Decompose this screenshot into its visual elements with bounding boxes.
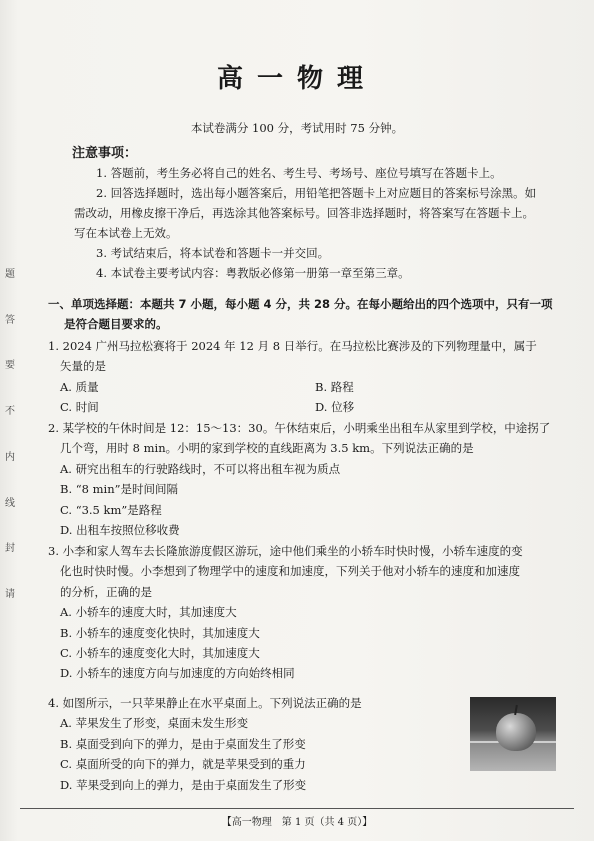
side-char: 答 xyxy=(5,314,15,326)
option-b: B. 路程 xyxy=(315,379,354,394)
question-stem: 几个弯，用时 8 min。小明的家到学校的直线距离为 3.5 km。下列说法正确的是 xyxy=(60,441,474,456)
question-stem: 的分析，正确的是 xyxy=(60,584,152,599)
option-c: C. 小轿车的速度变化大时，其加速度大 xyxy=(60,646,260,661)
notice-heading: 注意事项： xyxy=(72,146,138,161)
question-4 xyxy=(48,693,468,795)
question-stem: 化也时快时慢。小李想到了物理学中的速度和加速度，下列关于他对小轿车的速度和加速度 xyxy=(60,564,520,579)
option-c: C. “3.5 km”是路程 xyxy=(60,502,162,517)
side-char: 请 xyxy=(5,588,15,600)
side-char: 封 xyxy=(5,543,15,555)
question-3 xyxy=(48,541,563,684)
notice-item: 1. 答题前，考生务必将自己的姓名、考生号、考场号、座位号填写在答题卡上。 xyxy=(96,166,502,180)
option-c: C. 桌面所受的向下的弹力，就是苹果受到的重力 xyxy=(60,757,306,772)
option-a: A. 研究出租车的行驶路线时，不可以将出租车视为质点 xyxy=(60,461,341,476)
exam-info: 本试卷满分 100 分，考试用时 75 分钟。 xyxy=(190,121,404,135)
question-stem: 3. 小李和家人驾车去长隆旅游度假区游玩，途中他们乘坐的小轿车时快时慢，小轿车速度的变 xyxy=(48,544,523,558)
option-a: A. 小轿车的速度大时，其加速度大 xyxy=(60,605,237,620)
page-footer: 【高一物理 第 1 页（共 4 页）】 xyxy=(221,817,373,828)
notice-item: 2. 回答选择题时，选出每小题答案后，用铅笔把答题卡上对应题目的答案标号涂黑。如需改动，用橡皮擦干净后，再选涂其他答案标号。回答非选择题时，将答案写在答题卡上。写在本试卷上无效。 xyxy=(74,186,537,240)
question-stem: 4. 如图所示，一只苹果静止在水平桌面上。下列说法正确的是 xyxy=(48,696,362,710)
side-char: 要 xyxy=(5,360,15,372)
side-char: 题 xyxy=(5,269,15,280)
option-b: B. 小轿车的速度变化快时，其加速度大 xyxy=(60,625,260,640)
notice-item: 3. 考试结束后，将本试卷和答题卡一并交回。 xyxy=(96,246,330,260)
options-grid xyxy=(48,377,563,418)
option-d: D. 出租车按照位移收费 xyxy=(60,523,180,538)
footer-divider xyxy=(20,808,574,809)
section-heading xyxy=(48,294,563,334)
binding-line-note xyxy=(3,270,17,600)
option-b: B. 桌面受到向下的弹力，是由于桌面发生了形变 xyxy=(60,736,306,751)
apple-on-table-photo xyxy=(470,697,556,771)
side-char: 线 xyxy=(5,497,15,509)
option-a: A. 质量 xyxy=(60,379,99,394)
option-b: B. “8 min”是时间间隔 xyxy=(60,482,178,497)
page-title: 高一物理 xyxy=(216,64,377,94)
option-d: D. 位移 xyxy=(315,400,355,415)
question-stem: 1. 2024 广州马拉松赛将于 2024 年 12 月 8 日举行。在马拉松比赛涉及的下列物理量中，属于 xyxy=(48,339,537,353)
option-d: D. 苹果受到向上的弹力，是由于桌面发生了形变 xyxy=(60,777,307,792)
section-line: 是符合题目要求的。 xyxy=(64,317,168,331)
notice-item: 4. 本试卷主要考试内容：粤教版必修第一册第一章至第三章。 xyxy=(96,266,410,280)
option-a: A. 苹果发生了形变，桌面未发生形变 xyxy=(60,716,249,731)
option-c: C. 时间 xyxy=(60,400,99,415)
option-d: D. 小轿车的速度方向与加速度的方向始终相同 xyxy=(60,666,295,681)
notice-list xyxy=(74,163,544,283)
side-char: 内 xyxy=(5,451,15,463)
apple-icon xyxy=(496,713,536,751)
question-2 xyxy=(48,418,563,540)
question-stem: 2. 某学校的午休时间是 12：15～13：30。午休结束后，小明乘坐出租车从家里到学校，中途拐了 xyxy=(48,421,551,435)
side-char: 不 xyxy=(5,406,15,418)
section-line: 一、单项选择题：本题共 7 小题，每小题 4 分，共 28 分。在每小题给出的四个选项中，只有一项 xyxy=(48,297,553,311)
question-1 xyxy=(48,336,563,418)
question-stem: 矢量的是 xyxy=(60,359,106,374)
